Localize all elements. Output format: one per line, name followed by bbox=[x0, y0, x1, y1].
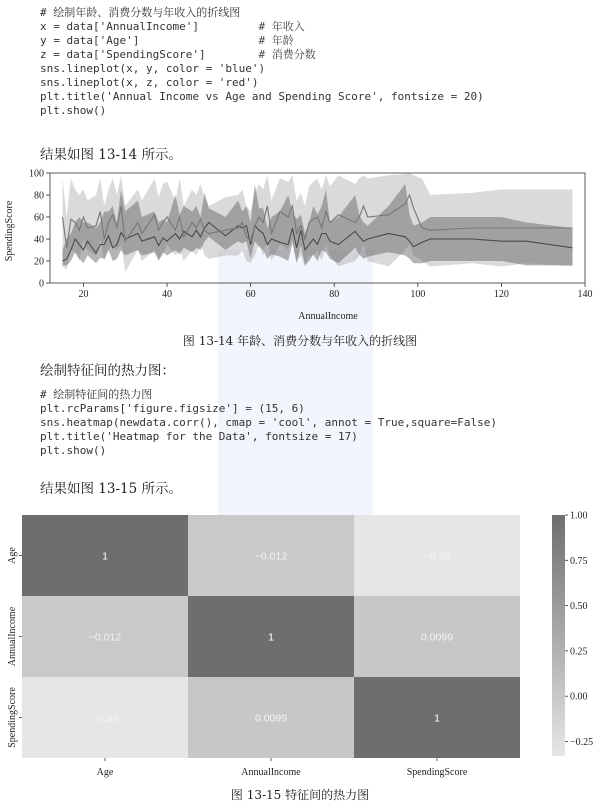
code-text: plt.rcParams['figure.figsize'] = (15, 6) bbox=[40, 402, 305, 415]
y-tick-label: 0 bbox=[39, 278, 44, 290]
code-line bbox=[40, 444, 497, 458]
colorbar-tick-label: −0.25 bbox=[570, 737, 594, 749]
code-line bbox=[40, 402, 497, 416]
row-label: AnnualIncome bbox=[7, 606, 18, 667]
code-comment: # 年收入 bbox=[258, 20, 305, 33]
result-paragraph-2: 结果如图 13-15 所示。 bbox=[40, 481, 183, 497]
figure-caption-13-15: 图 13-15 特征间的热力图 bbox=[230, 788, 370, 802]
code-line bbox=[40, 48, 484, 62]
heatmap-annotation: 1 bbox=[434, 712, 440, 725]
x-tick-label: 20 bbox=[78, 289, 89, 300]
code-text: x = data['AnnualIncome'] bbox=[40, 20, 259, 33]
code-line bbox=[40, 6, 484, 20]
code-line bbox=[40, 416, 497, 430]
code-line bbox=[40, 388, 497, 402]
x-tick-label: 40 bbox=[162, 289, 173, 300]
code-line bbox=[40, 62, 484, 76]
x-tick-label: 60 bbox=[245, 289, 256, 300]
x-axis-label: AnnualIncome bbox=[298, 311, 358, 322]
colorbar bbox=[552, 515, 565, 756]
colorbar-tick-label: 0.75 bbox=[570, 555, 588, 567]
code-line bbox=[40, 34, 484, 48]
row-label: Age bbox=[7, 547, 18, 564]
y-tick-label: 40 bbox=[34, 234, 44, 246]
colorbar-tick-label: 0.00 bbox=[570, 691, 588, 703]
code-text: # 绘制年龄、消费分数与年收入的折线图 bbox=[40, 6, 241, 19]
colorbar-tick-label: 1.00 bbox=[570, 510, 588, 522]
code-line bbox=[40, 90, 484, 104]
code-text: sns.lineplot(x, y, color = 'blue') bbox=[40, 62, 266, 75]
col-label: SpendingScore bbox=[406, 767, 468, 778]
heatmap-annotation: 0.0099 bbox=[420, 631, 454, 644]
col-label: Age bbox=[96, 767, 114, 778]
y-tick-label: 20 bbox=[34, 256, 44, 268]
x-tick-label: 120 bbox=[493, 289, 509, 300]
heatmap-annotation: −0.33 bbox=[91, 712, 119, 725]
x-tick-label: 80 bbox=[329, 289, 340, 300]
code-text: z = data['SpendingScore'] bbox=[40, 48, 259, 61]
code-text: # 绘制特征间的热力图 bbox=[40, 388, 153, 401]
code-line bbox=[40, 76, 484, 90]
y-tick-label: 100 bbox=[29, 168, 44, 180]
heatmap-chart bbox=[0, 505, 600, 785]
heatmap-annotation: 1 bbox=[268, 631, 274, 644]
code-block-lineplot bbox=[40, 6, 484, 118]
colorbar-tick-label: 0.50 bbox=[570, 601, 588, 613]
line-chart bbox=[0, 165, 600, 325]
code-line bbox=[40, 430, 497, 444]
code-text: plt.title('Heatmap for the Data', fontsize = 17) bbox=[40, 430, 358, 443]
row-label: SpendingScore bbox=[7, 687, 18, 748]
code-line bbox=[40, 20, 484, 34]
code-line bbox=[40, 104, 484, 118]
code-text: plt.show() bbox=[40, 444, 107, 457]
heatmap-intro-paragraph: 绘制特征间的热力图： bbox=[40, 363, 175, 379]
figure-caption-13-14: 图 13-14 年龄、消费分数与年收入的折线图 bbox=[182, 334, 418, 348]
col-label: AnnualIncome bbox=[241, 767, 301, 778]
heatmap-annotation: −0.012 bbox=[254, 550, 288, 563]
code-text: y = data['Age'] bbox=[40, 34, 259, 47]
y-axis-label: SpendingScore bbox=[4, 200, 15, 262]
heatmap-annotation: −0.012 bbox=[88, 631, 122, 644]
code-block-heatmap bbox=[40, 388, 497, 458]
x-tick-label: 100 bbox=[410, 289, 426, 300]
code-text: sns.heatmap(newdata.corr(), cmap = 'cool', annot = True,square=False) bbox=[40, 416, 497, 429]
code-text: sns.lineplot(x, z, color = 'red') bbox=[40, 76, 259, 89]
heatmap-annotation: 1 bbox=[102, 550, 108, 563]
x-tick-label: 140 bbox=[577, 289, 593, 300]
code-text: plt.show() bbox=[40, 104, 107, 117]
code-comment: # 年龄 bbox=[258, 34, 294, 47]
heatmap-annotation: 0.0099 bbox=[254, 712, 288, 725]
code-text: plt.title('Annual Income vs Age and Spending Score', fontsize = 20) bbox=[40, 90, 484, 103]
code-comment: # 消费分数 bbox=[258, 48, 316, 61]
y-tick-label: 80 bbox=[34, 190, 44, 202]
heatmap-annotation: −0.33 bbox=[423, 550, 451, 563]
y-tick-label: 60 bbox=[34, 212, 44, 224]
result-paragraph-1: 结果如图 13-14 所示。 bbox=[40, 147, 183, 163]
colorbar-tick-label: 0.25 bbox=[570, 646, 588, 658]
